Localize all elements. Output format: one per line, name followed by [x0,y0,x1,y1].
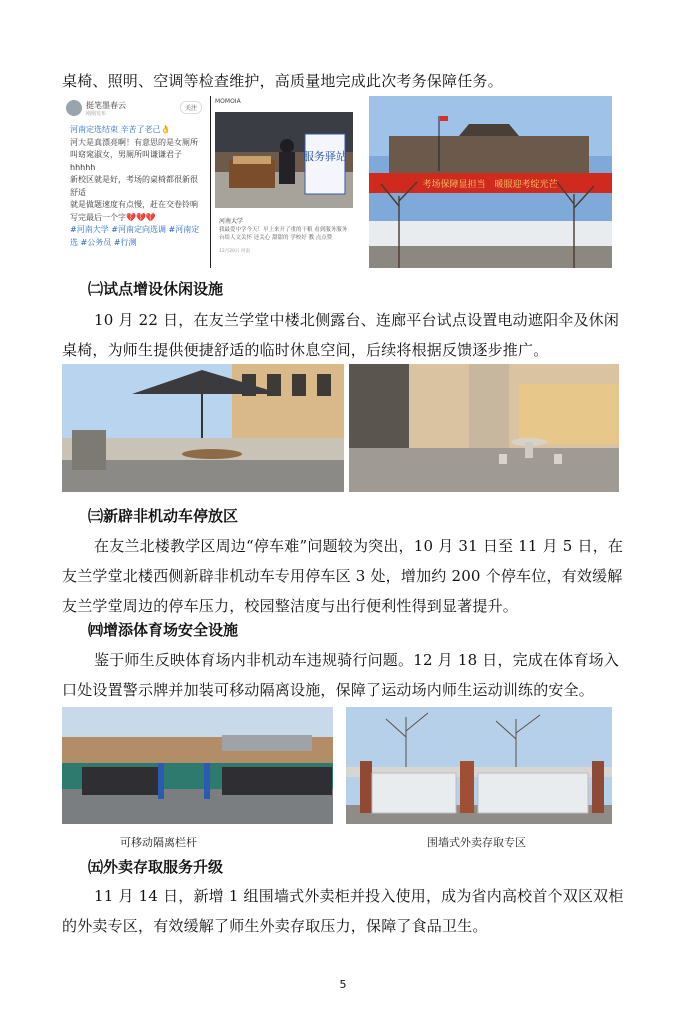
note-screenshot [210,96,356,268]
section-paragraph: 10 月 22 日，在友兰学堂中楼北侧露台、连廊平台试点设置电动遮阳伞及休闲桌椅，为师生提供便捷舒适的临时休息空间，后续将根据反馈逐步推广。 [62,311,620,359]
note-user-label: MOMOIA [215,98,241,105]
post-line: hhhhh [70,162,96,172]
post-line: 就是做题速度有点慢，赶在交卷铃响写完最后一个字💔💔💔 [70,200,198,222]
intro-paragraph: 桌椅、照明、空调等检查维护，高质量地完成此次考务保障任务。 [62,72,503,90]
post-line: 新校区就是好，考场的桌椅都很新很舒适 [70,175,198,197]
post-body [70,124,202,249]
section-heading: ㈤外卖存取服务升级 [88,858,224,876]
section-heading: ㈡试点增设休闲设施 [88,280,224,298]
note-time: 12月20日 河南 [219,249,250,254]
post-tags: #河南大学 #河南定向选调 #河南定选 #公务员 #行测 [70,225,200,247]
post-line: 河南定选结束 辛苦了老己👌 [70,125,171,134]
section-paragraph: 在友兰北楼教学区周边“停车难”问题较为突出，10 月 31 日至 11 月 5 日，在友兰学堂北楼西侧新辟非机动车专用停车区 3 处，增加约 200 个停车位，有效缓解友兰学堂周边的停车压力，校园整洁度与出行便利性得到显著提升。 [62,537,624,615]
image-caption: 可移动隔离栏杆 [120,836,197,849]
image-caption: 围墙式外卖存取专区 [427,836,526,849]
delivery-lockers-photo [346,707,612,824]
section-paragraph: 鉴于师生反映体育场内非机动车违规骑行问题。12 月 18 日，完成在体育场入口处设置警示牌并加装可移动隔离设施，保障了运动场内师生运动训练的安全。 [62,651,620,699]
note-title: 河南大学 [219,218,244,225]
service-station-photo [215,112,353,208]
note-topbar [215,98,352,110]
social-post-screenshot [62,96,206,268]
follow-button: 关注 [180,101,202,114]
section-heading: ㈢新辟非机动车停放区 [88,507,239,525]
page-number: 5 [339,978,347,991]
note-body: 我最爱中学今天！早上来开了重的干粮 看到服务服务台给人文关怀 还关心 甜甜的 学校好 教 点点赞 [219,227,348,241]
post-line: 河大是真漂亮啊！有意思的是女厕所叫窈窕淑女，男厕所叫谦谦君子 [70,137,198,159]
banner-text: 考场保障显担当 暖服迎考绽光芒 [422,180,558,190]
campus-banner-photo [369,96,612,268]
corridor-seats-photo [349,364,619,492]
section-heading: ㈣增添体育场安全设施 [88,621,239,639]
stadium-barrier-photo [62,707,333,824]
sign-text: 服务驿站 [303,150,347,163]
section-paragraph: 11 月 14 日，新增 1 组围墙式外卖柜并投入使用，成为省内高校首个双区双柜的外卖专区，有效缓解了师生外卖存取压力，保障了食品卫生。 [62,887,624,935]
post-username: 挺笔墨春云 [86,101,126,110]
post-meta: 刚刚发布 [86,111,107,117]
terrace-umbrella-photo [62,364,344,492]
avatar [66,100,82,116]
